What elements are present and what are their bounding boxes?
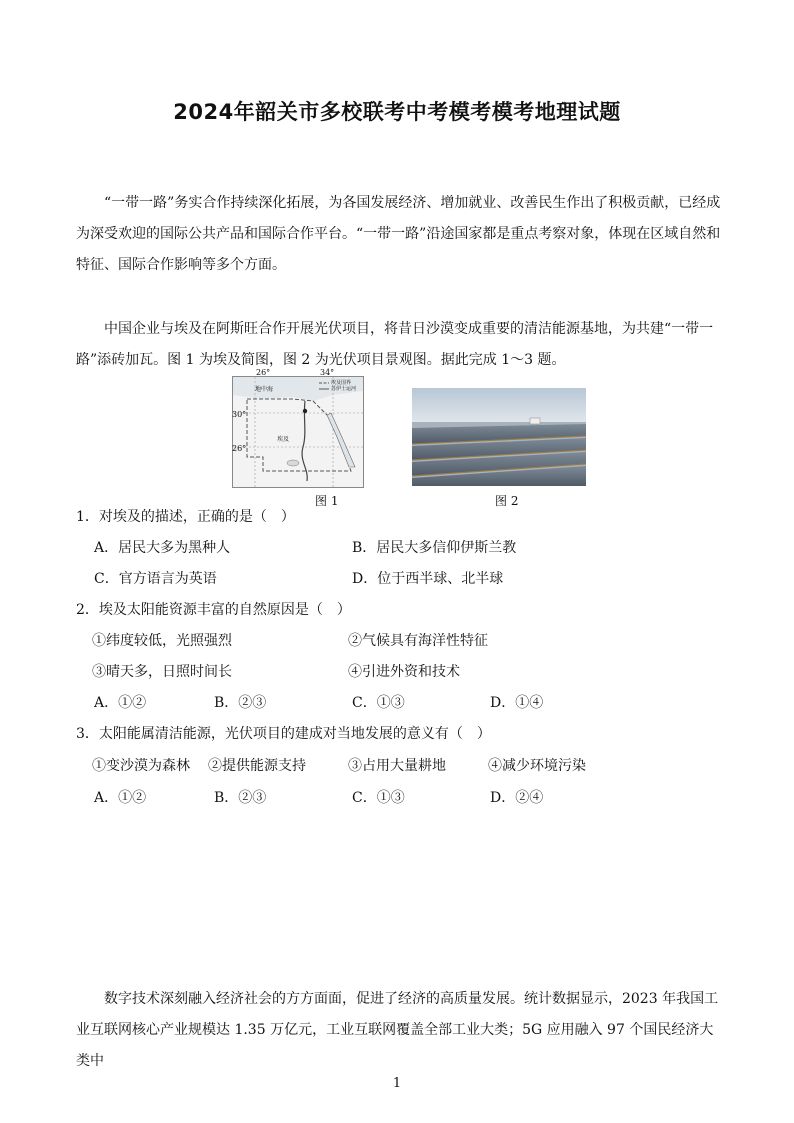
intro-paragraph: “一带一路”务实合作持续深化拓展，为各国发展经济、增加就业、改善民生作出了积极贡献，已经成为深受欢迎的国际公共产品和国际合作平台。“一带一路”沿途国家都是重点考察对象，体现在区域自然和特征、国际合作影响等多个方面。: [76, 195, 721, 273]
question-2-item-2: ②气候具有海洋性特征: [348, 633, 488, 649]
question-1-option-b[interactable]: B．居民大多信仰伊斯兰教: [352, 540, 517, 556]
question-2-item-1: ①纬度较低，光照强烈: [92, 633, 232, 649]
question-3-item-2: ②提供能源支持: [208, 758, 306, 774]
map-legend-canal: 苏伊士运河: [331, 386, 357, 392]
egypt-map-figure: [232, 376, 364, 488]
question-1-option-d[interactable]: D．位于西半球、北半球: [352, 571, 504, 587]
question-3-stem: 3．太阳能属清洁能源，光伏项目的建成对当地发展的意义有（ ）: [76, 726, 491, 742]
solar-farm-photo: [412, 388, 586, 486]
question-2-item-3: ③晴天多，日照时间长: [92, 664, 232, 680]
passage-2: 数字技术深刻融入经济社会的方方面面，促进了经济的高质量发展。统计数据显示，2023 年我国工业互联网核心产业规模达 1.35 万亿元，工业互联网覆盖全部工业大类；5G 应用融入 97 个国民经济大类中: [76, 991, 719, 1069]
question-3-option-d[interactable]: D．②④: [490, 790, 544, 806]
map-lon-label-26: 26°: [256, 368, 271, 377]
question-2-stem: 2．埃及太阳能资源丰富的自然原因是（ ）: [76, 602, 351, 618]
map-lon-label-34: 34°: [320, 368, 335, 377]
map-country-label: 埃及: [277, 436, 290, 443]
question-2-option-c[interactable]: C．①③: [352, 695, 405, 711]
passage-1: 中国企业与埃及在阿斯旺合作开展光伏项目，将昔日沙漠变成重要的清洁能源基地，为共建“一带一路”添砖加瓦。图 1 为埃及简图，图 2 为光伏项目景观图。据此完成 1～3 题。: [76, 321, 714, 368]
question-2-option-a[interactable]: A．①②: [94, 695, 147, 711]
solar-farm-svg: [412, 388, 586, 486]
question-2-item-4: ④引进外资和技术: [348, 664, 460, 680]
question-1-option-c[interactable]: C．官方语言为英语: [94, 571, 217, 587]
page-title: 2024年韶关市多校联考中考模考模考地理试题: [173, 100, 621, 124]
map-lat-label-26: 26°: [232, 444, 247, 453]
question-3-item-4: ④减少环境污染: [488, 758, 586, 774]
question-3-item-1: ①变沙漠为森林: [92, 758, 190, 774]
question-3-item-3: ③占用大量耕地: [348, 758, 446, 774]
question-3-option-c[interactable]: C．①③: [352, 790, 405, 806]
question-3-option-a[interactable]: A．①②: [94, 790, 147, 806]
question-2-option-b[interactable]: B．②③: [214, 695, 267, 711]
figure-1-caption: 图 1: [315, 494, 339, 508]
page-number: 1: [392, 1076, 402, 1091]
map-sea-label: 地中海: [255, 386, 274, 393]
map-legend-border: 埃及国界: [331, 380, 352, 386]
question-3-option-b[interactable]: B．②③: [214, 790, 267, 806]
question-1-stem: 1．对埃及的描述，正确的是（ ）: [76, 509, 295, 525]
question-2-option-d[interactable]: D．①④: [490, 695, 544, 711]
egypt-map-svg: [233, 377, 363, 487]
map-lat-label-30: 30°: [232, 410, 247, 419]
figure-2-caption: 图 2: [495, 494, 519, 508]
question-1-option-a[interactable]: A．居民大多为黑种人: [94, 540, 231, 556]
